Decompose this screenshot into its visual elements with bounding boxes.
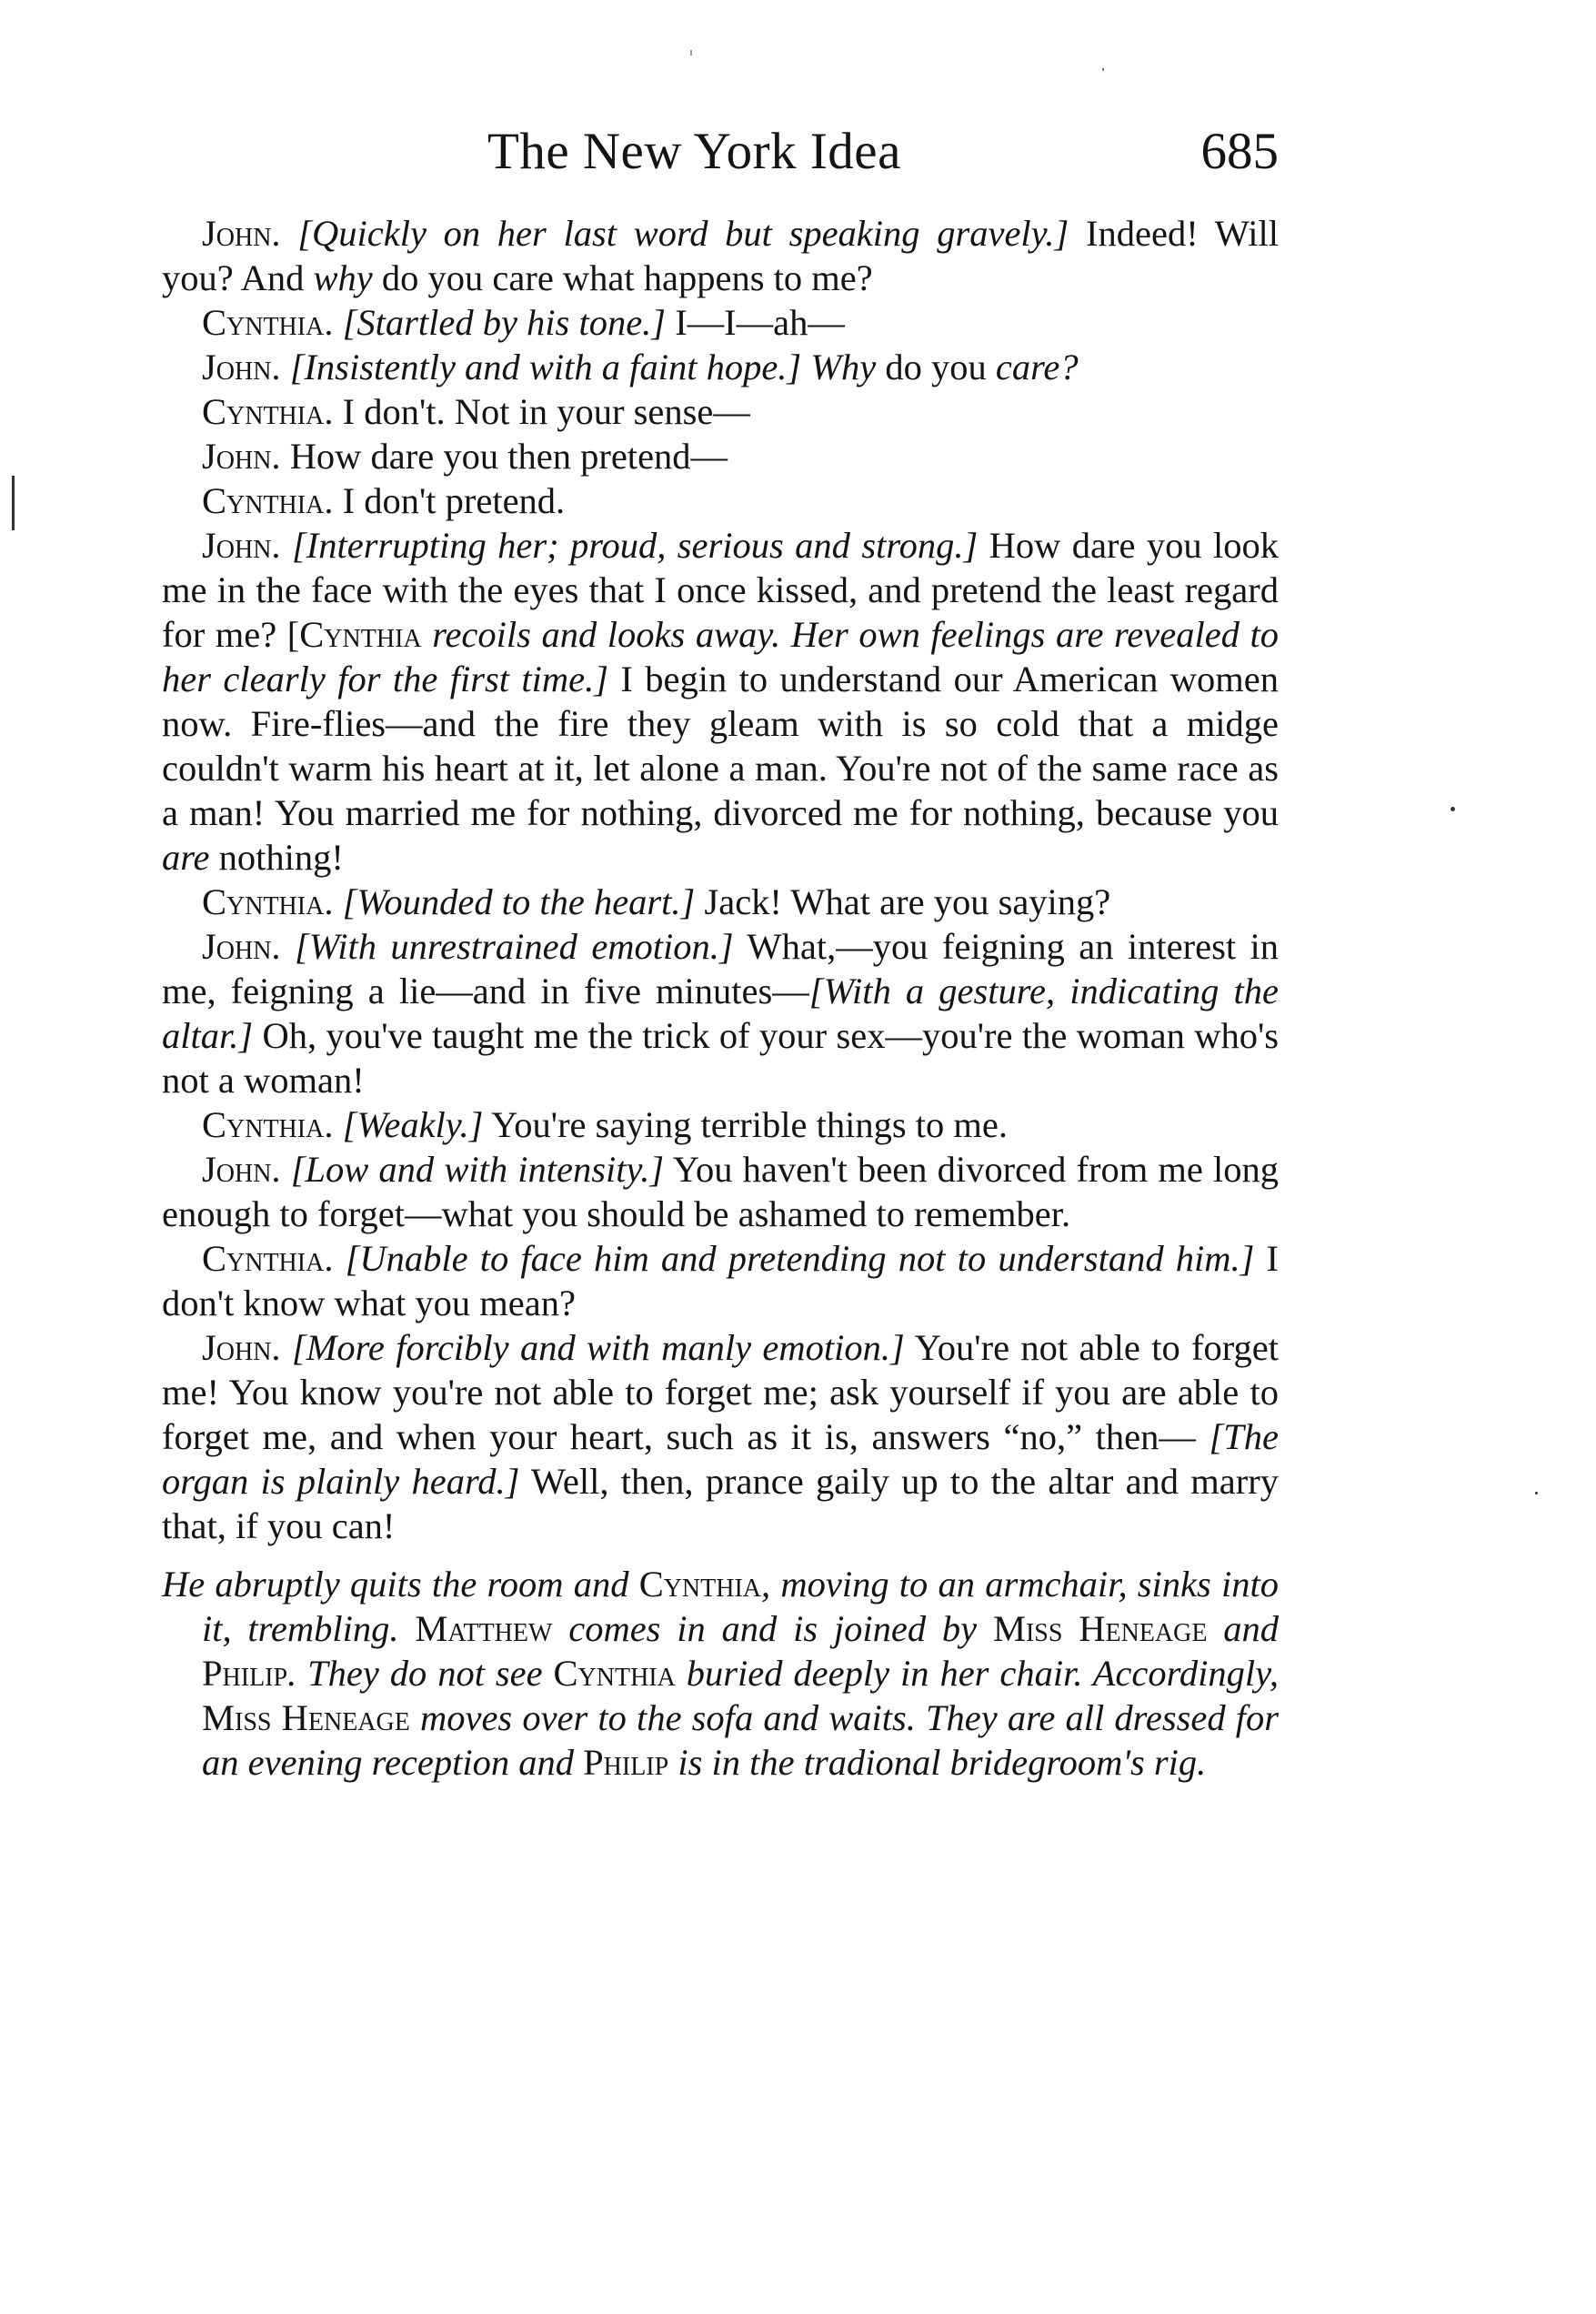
- stage-text: , moving to an armchair, sinks into it, trembling.: [202, 1564, 1279, 1649]
- running-title: The New York Idea: [487, 123, 901, 180]
- play-text: [162, 211, 1279, 1785]
- speaker-john: John.: [202, 213, 281, 254]
- stage-direction: [The organ is plainly heard.]: [162, 1416, 1279, 1502]
- dialogue: Jack! What are you saying?: [695, 881, 1111, 922]
- speech-cynthia-4: [162, 880, 1279, 924]
- dialogue: do you care what happens to me?: [372, 257, 873, 298]
- stage-direction-block: [162, 1562, 1279, 1785]
- dialogue: What,—you feigning an interest in me, feigning a lie—and in five minutes—: [162, 926, 1280, 1011]
- stage-direction: [With unrestrained emotion.]: [294, 926, 734, 967]
- speech-john-4: [162, 523, 1279, 880]
- emphasis: care?: [995, 347, 1079, 387]
- dialogue: I—I—ah—: [666, 302, 845, 343]
- speech-john-6: [162, 1147, 1279, 1236]
- speaker-cynthia: Cynthia.: [202, 881, 334, 922]
- dialogue: Indeed! Will you? And: [162, 213, 1280, 298]
- dialogue: How dare you then pretend—: [280, 436, 728, 477]
- dialogue: I don't. Not in your sense—: [333, 391, 750, 432]
- speech-john-2: [162, 345, 1279, 389]
- emphasis: Why: [810, 347, 877, 387]
- speaker-john: John.: [202, 926, 281, 967]
- stage-direction: [Startled by his tone.]: [342, 302, 667, 343]
- speaker-cynthia: Cynthia.: [202, 480, 334, 521]
- dialogue: You're saying terrible things to me.: [483, 1104, 1008, 1145]
- speaker-cynthia: Cynthia.: [202, 391, 334, 432]
- page-number: 685: [1200, 123, 1279, 180]
- speaker-john: John.: [202, 1149, 281, 1190]
- speaker-john: John.: [202, 525, 281, 566]
- speech-john-7: [162, 1325, 1279, 1548]
- stage-text: He abruptly quits the room and: [162, 1564, 639, 1605]
- dialogue: I begin to understand our American women now. Fire-flies—and the fire they gleam with is so cold that a midge couldn't warm his heart at it, let alone a man. You're not of the same race as a man! You married me for nothing, divorced me for nothing, because you: [162, 659, 1279, 833]
- stage-text: moves over to the sofa and waits. They are all dressed for an evening reception and: [202, 1697, 1280, 1783]
- character-name: Cynthia: [638, 1564, 762, 1605]
- speck-mark: [1535, 1492, 1538, 1494]
- speaker-john: John.: [202, 347, 281, 387]
- character-name: Cynthia: [553, 1653, 676, 1694]
- speaker-john: John.: [202, 436, 281, 477]
- stage-direction: [Weakly.]: [342, 1104, 484, 1145]
- stage-direction: [With a gesture, indicating the altar.]: [162, 971, 1280, 1056]
- margin-rule-mark: [12, 476, 15, 530]
- stage-direction: [More forcibly and with manly emotion.]: [291, 1327, 905, 1368]
- running-header: [162, 122, 1279, 195]
- speaker-cynthia: Cynthia.: [202, 1104, 334, 1145]
- dialogue: You're not able to forget me! You know you're not able to forget me; ask yourself if you are able to forget me, and when your heart, such as it is, answers “no,” then—: [162, 1327, 1279, 1457]
- speck-mark: [1450, 807, 1455, 811]
- dialogue: nothing!: [209, 837, 344, 878]
- character-name: Miss Heneage: [992, 1608, 1208, 1649]
- speaker-john: John.: [202, 1327, 281, 1368]
- stage-direction: [Interrupting her; proud, serious and strong.]: [291, 525, 979, 566]
- dialogue: Well, then, prance gaily up to the altar and marry that, if you can!: [162, 1461, 1279, 1546]
- speech-john-1: [162, 211, 1279, 300]
- speaker-cynthia: Cynthia.: [202, 1238, 334, 1279]
- emphasis: why: [313, 257, 373, 298]
- dialogue: Oh, you've taught me the trick of your sex—you're the woman who's not a woman!: [162, 1015, 1279, 1101]
- dialogue: How dare you look me in the face with the eyes that I once kissed, and pretend the least regard for me? [: [162, 525, 1280, 655]
- speech-cynthia-3: [162, 478, 1279, 523]
- stage-text: . They do not see: [287, 1653, 554, 1694]
- speech-john-3: [162, 434, 1279, 478]
- character-name: Matthew: [415, 1608, 553, 1649]
- character-name: Cynthia: [299, 614, 422, 655]
- emphasis: are: [162, 837, 210, 878]
- dialogue: I don't know what you mean?: [162, 1238, 1279, 1323]
- stage-direction: recoils and looks away. Her own feelings are revealed to her clearly for the first time.]: [162, 614, 1279, 699]
- character-name: Philip: [583, 1742, 669, 1783]
- dialogue: do you: [876, 347, 996, 387]
- stage-direction: [Unable to face him and pretending not to understand him.]: [345, 1238, 1255, 1279]
- stage-direction: [Wounded to the heart.]: [342, 881, 696, 922]
- stage-text: comes in and is joined by: [552, 1608, 993, 1649]
- dialogue: I don't pretend.: [333, 480, 566, 521]
- speech-cynthia-2: [162, 389, 1279, 434]
- speech-cynthia-1: [162, 300, 1279, 345]
- character-name: Miss Heneage: [202, 1697, 410, 1738]
- dialogue: [801, 347, 810, 387]
- speech-cynthia-5: [162, 1102, 1279, 1147]
- stage-direction: [Low and with intensity.]: [290, 1149, 665, 1190]
- stage-text: buried deeply in her chair. Accordingly,: [675, 1653, 1279, 1694]
- stage-text: and: [1207, 1608, 1279, 1649]
- dialogue: You haven't been divorced from me long enough to forget—what you should be ashamed to remember.: [162, 1149, 1279, 1234]
- stage-direction: [Quickly on her last word but speaking gravely.]: [297, 213, 1069, 254]
- stage-direction: [Insistently and with a faint hope.]: [289, 347, 802, 387]
- character-name: Philip: [202, 1653, 288, 1694]
- stage-text: is in the tradional bridegroom's rig.: [668, 1742, 1207, 1783]
- speck-mark: [1102, 68, 1104, 71]
- speaker-cynthia: Cynthia.: [202, 302, 334, 343]
- speck-mark: [690, 50, 692, 55]
- speech-cynthia-6: [162, 1236, 1279, 1325]
- speech-john-5: [162, 924, 1279, 1102]
